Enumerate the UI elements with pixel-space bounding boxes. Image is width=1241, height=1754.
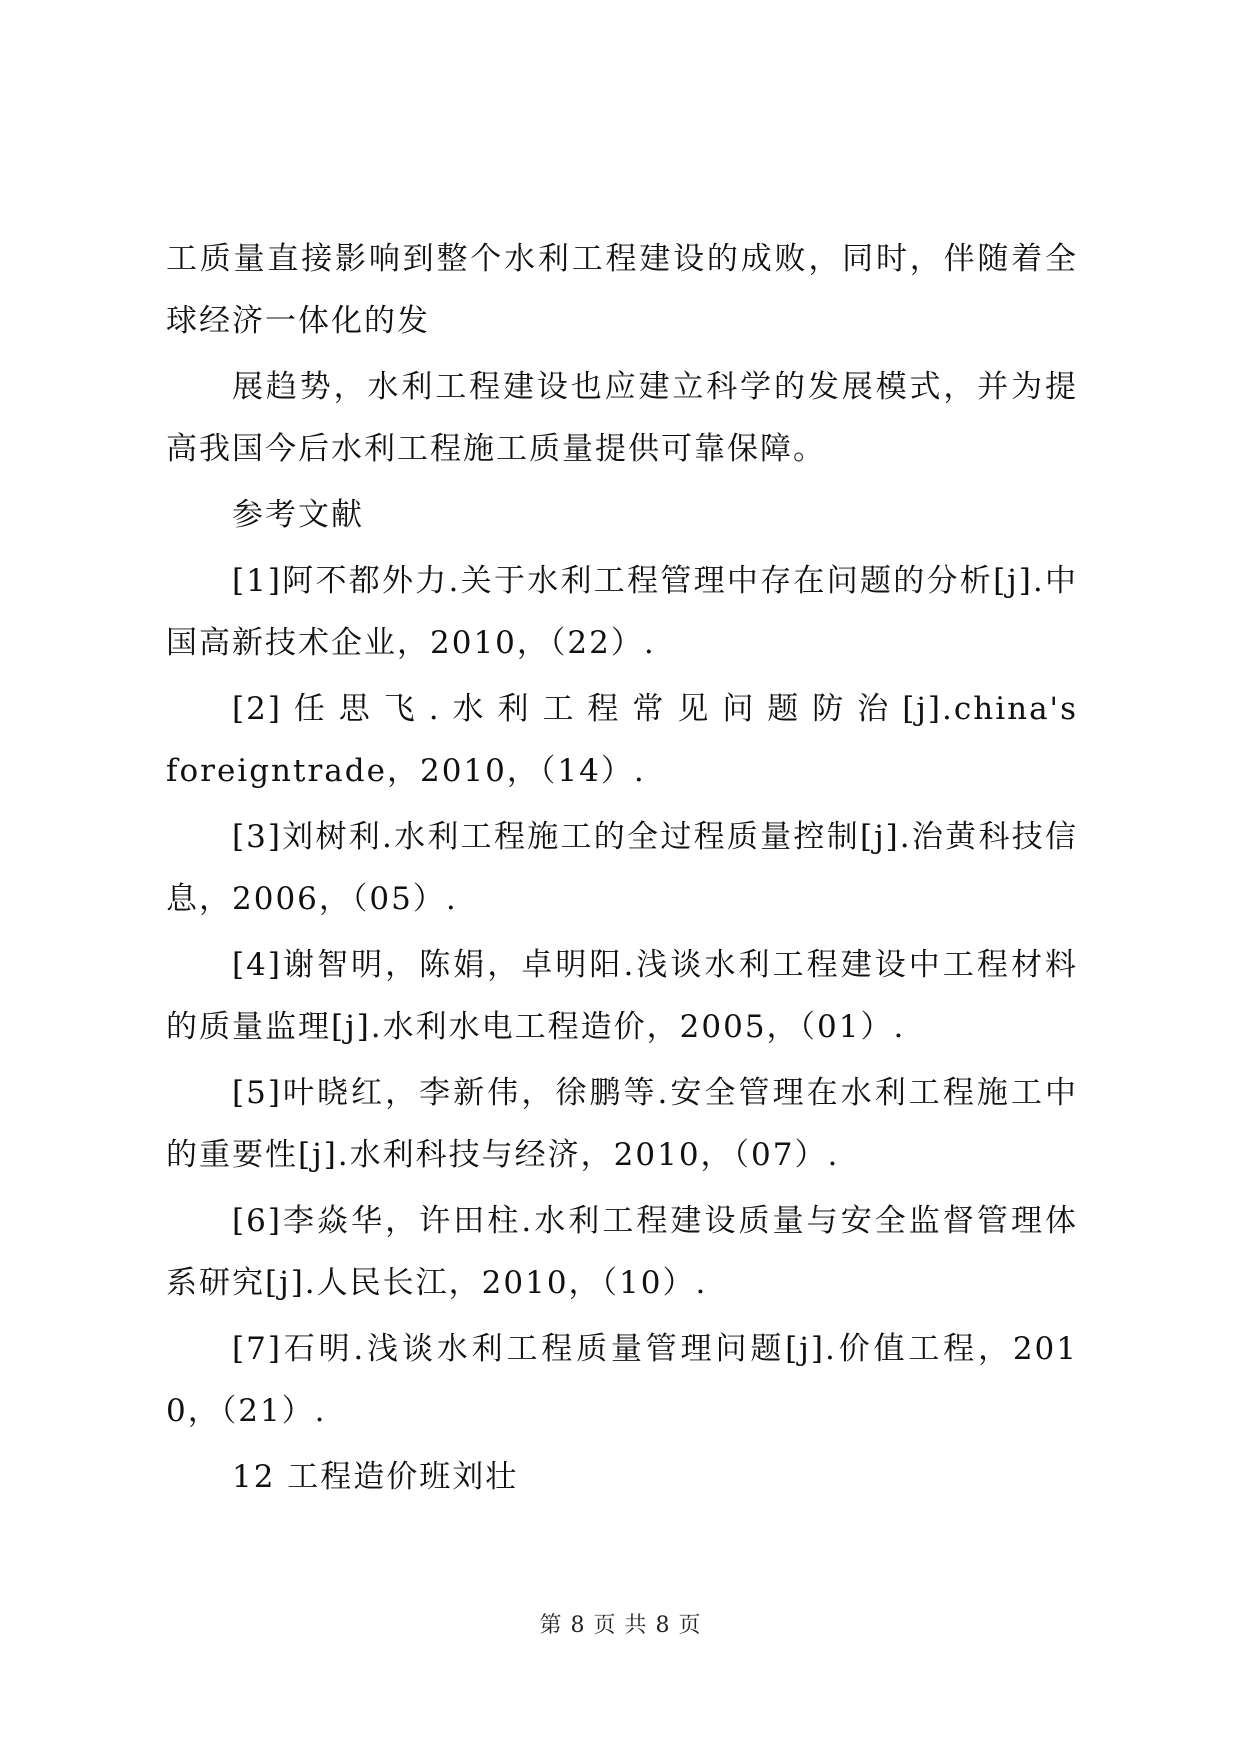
author-line: 12 工程造价班刘壮	[232, 1459, 519, 1495]
reference-item: [6]李焱华，许田柱.水利工程建设质量与安全监督管理体系研究[j].人民长江，2010，（10）.	[166, 1203, 1078, 1301]
reference-item: [2] 任 思 飞 . 水 利 工 程 常 见 问 题 防 治 [j].china'sforeigntrade，2010，（14）.	[166, 691, 1078, 789]
reference-item: [1]阿不都外力.关于水利工程管理中存在问题的分析[j].中国高新技术企业，2010，（22）.	[166, 563, 1078, 661]
reference-item: [5]叶晓红，李新伟，徐鹏等.安全管理在水利工程施工中的重要性[j].水利科技与经济，2010，（07）.	[166, 1075, 1078, 1173]
reference-item: [3]刘树利.水利工程施工的全过程质量控制[j].治黄科技信息，2006，（05）.	[166, 819, 1078, 917]
reference-item: [7]石明.浅谈水利工程质量管理问题[j].价值工程，2010，（21）.	[166, 1331, 1078, 1429]
references-heading: 参考文献	[232, 497, 364, 533]
body-paragraph: 展趋势，水利工程建设也应建立科学的发展模式，并为提高我国今后水利工程施工质量提供可靠保障。	[166, 369, 1078, 467]
body-paragraph: 工质量直接影响到整个水利工程建设的成败，同时，伴随着全球经济一体化的发	[166, 241, 1078, 339]
reference-item: [4]谢智明，陈娟，卓明阳.浅谈水利工程建设中工程材料的质量监理[j].水利水电工程造价，2005，（01）.	[166, 947, 1078, 1045]
document-body	[166, 228, 1078, 1512]
page-number-footer: 第 8 页 共 8 页	[539, 1613, 702, 1638]
